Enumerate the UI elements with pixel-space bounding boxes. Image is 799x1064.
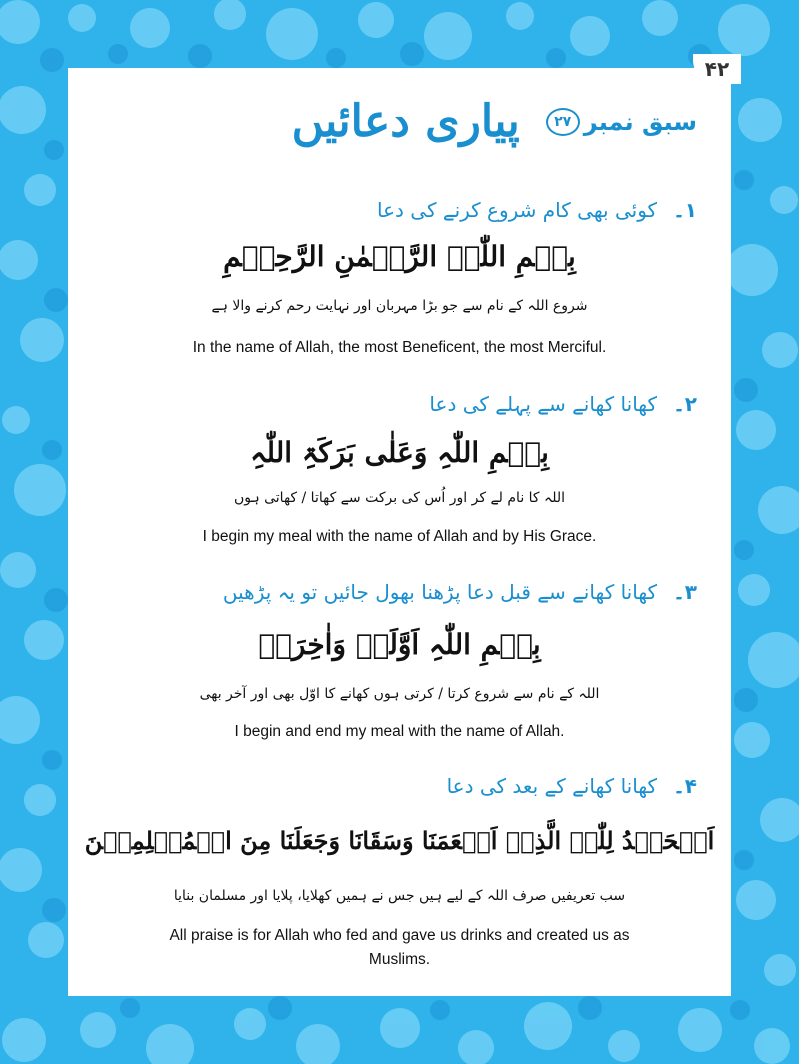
urdu-translation: اللہ کے نام سے شروع کرتا / کرتی ہوں کھانے کا اوّل بھی اور آخر بھی [199,686,600,702]
page-number: ۴۲ [693,54,741,84]
english-translation: I begin my meal with the name of Allah and by His Grace. [202,528,597,545]
dua-heading-text: کھانا کھانے سے قبل دعا پڑھنا بھول جائیں تو یہ پڑھیں [222,580,658,604]
lesson-label-text: سبق نمبر [583,107,697,136]
dua-heading-1 [377,198,697,222]
dua-number: ۴۔ [673,774,697,798]
dua-heading-4 [447,774,697,798]
dua-heading-text: کھانا کھانے سے پہلے کی دعا [429,392,658,416]
english-translation: All praise is for Allah who fed and gave us drinks and created us as Muslims. [169,927,630,968]
urdu-translation: سب تعریفیں صرف اللہ کے لیے ہیں جس نے ہمیں کھلایا، پلایا اور مسلمان بنایا [173,888,626,904]
dua-number: ۱۔ [673,198,697,222]
lesson-label [546,108,697,136]
english-translation: I begin and end my meal with the name of Allah. [234,723,565,740]
english-translation: In the name of Allah, the most Beneficent, the most Merciful. [192,339,607,356]
dua-heading-3 [223,580,697,604]
lesson-header [292,96,697,147]
dua-number: ۲۔ [673,392,697,416]
urdu-translation: شروع اللہ کے نام سے جو بڑا مہربان اور نہایت رحم کرنے والا ہے [211,298,588,314]
lesson-number-badge: ۲۷ [546,108,580,136]
dua-heading-text: کوئی بھی کام شروع کرنے کی دعا [377,198,658,222]
arabic-text: بِسۡمِ اللّٰہِ اَوَّلَہٗ وَاٰخِرَہٗ [258,628,541,661]
page-title: پیاری دعائیں [291,96,520,147]
urdu-translation: اللہ کا نام لے کر اور اُس کی برکت سے کھاتا / کھاتی ہوں [233,490,566,506]
dua-number: ۳۔ [673,580,697,604]
lesson-page [68,57,731,996]
arabic-text: بِسۡمِ اللّٰہِ الرَّحۡمٰنِ الرَّحِیۡمِ [223,240,576,273]
dua-heading-text: کھانا کھانے کے بعد کی دعا [446,774,658,798]
arabic-text: بِسۡمِ اللّٰہِ وَعَلٰی بَرَکَۃِ اللّٰہِ [250,436,549,469]
arabic-text: اَلۡحَمۡدُ لِلّٰہِ الَّذِیۡ اَطۡعَمَنَا وَسَقَانَا وَجَعَلَنَا مِنَ الۡمُسۡلِمِیۡنَ [84,826,715,855]
dua-heading-2 [429,392,697,416]
